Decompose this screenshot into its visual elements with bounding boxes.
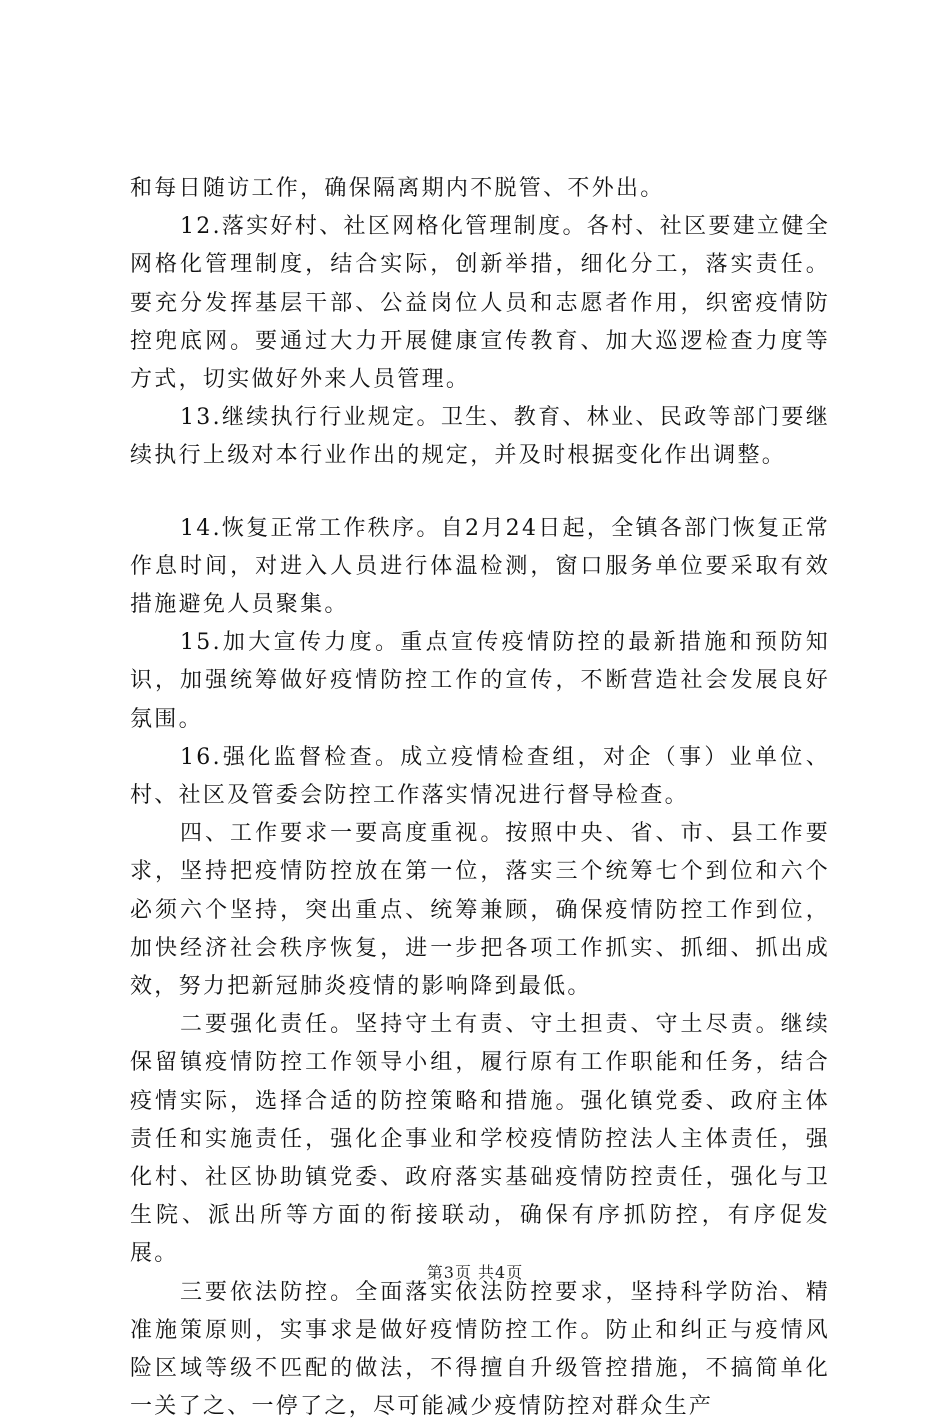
paragraph-item-12: 12.落实好村、社区网格化管理制度。各村、社区要建立健全网格化管理制度，结合实际，创新举措，细化分工，落实责任。要充分发挥基层干部、公益岗位人员和志愿者作用，织密疫情防控兜底网。要通过大力开展健康宣传教育、加大巡逻检查力度等方式，切实做好外来人员管理。 (130, 214, 830, 393)
paragraph-item-14: 14.恢复正常工作秩序。自2月24日起，全镇各部门恢复正常作息时间，对进入人员进行体温检测，窗口服务单位要采取有效措施避免人员聚集。 (130, 515, 830, 618)
paragraph-continuation: 和每日随访工作，确保隔离期内不脱管、不外出。 (130, 176, 665, 201)
page-number-footer: 第3页 共4页 (426, 1263, 524, 1282)
paragraph-work-requirements: 四、工作要求一要高度重视。按照中央、省、市、县工作要求，坚持把疫情防控放在第一位，落实三个统筹七个到位和六个必须六个坚持，突出重点、统筹兼顾，确保疫情防控工作到位，加快经济社会秩序恢复，进一步把各项工作抓实、抓细、抓出成效，努力把新冠肺炎疫情的影响降到最低。 (130, 821, 830, 1000)
paragraph-item-15: 15.加大宣传力度。重点宣传疫情防控的最新措施和预防知识，加强统筹做好疫情防控工作的宣传，不断营造社会发展良好氛围。 (130, 630, 830, 732)
paragraph-item-13: 13.继续执行行业规定。卫生、教育、林业、民政等部门要继续执行上级对本行业作出的规定，并及时根据变化作出调整。 (130, 405, 830, 469)
paragraph-lawful-prevention: 三要依法防控。全面落实依法防控要求，坚持科学防治、精准施策原则，实事求是做好疫情防控工作。防止和纠正与疫情风险区域等级不匹配的做法，不得擅自升级管控措施，不搞简单化一关了之、一停了之，尽可能减少疫情防控对群众生产 (130, 1279, 830, 1420)
paragraph-strengthen-responsibility: 二要强化责任。坚持守土有责、守土担责、守土尽责。继续保留镇疫情防控工作领导小组，履行原有工作职能和任务，结合疫情实际，选择合适的防控策略和措施。强化镇党委、政府主体责任和实施责任，强化企事业和学校疫情防控法人主体责任，强化村、社区协助镇党委、政府落实基础疫情防控责任，强化与卫生院、派出所等方面的衔接联动，确保有序抓防控，有序促发展。 (130, 1012, 830, 1267)
document-body (130, 170, 830, 1427)
paragraph-item-16: 16.强化监督检查。成立疫情检查组，对企（事）业单位、村、社区及管委会防控工作落实情况进行督导检查。 (130, 744, 830, 809)
